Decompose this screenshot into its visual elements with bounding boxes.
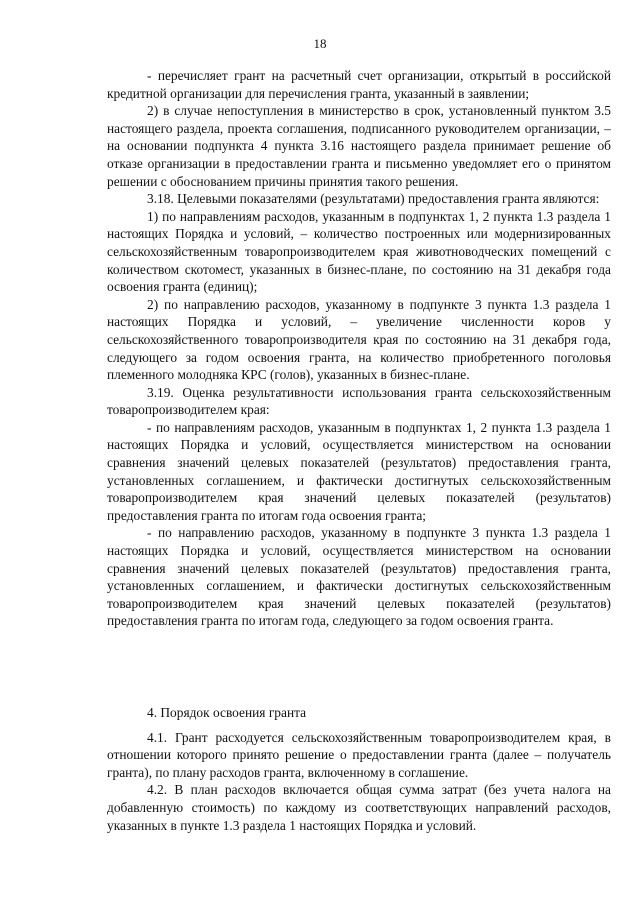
paragraph: 2) по направлению расходов, указанному в подпункте 3 пункта 1.3 раздела 1 настоящих Порядка и условий, – увеличение численности коров у сельскохозяйственного товаропроизводителя края по состоянию на 31 декабря года, следующего за годом освоения гранта, на количество приобретенного поголовья племенного молодняка КРС (голов), указанных в бизнес-плане. xyxy=(107,296,611,383)
paragraph: - по направлению расходов, указанному в подпункте 3 пункта 1.3 раздела 1 настоящих Порядка и условий, осуществляется министерством на основании сравнения значений целевых показателей (результатов) предоставления гранта, установленных соглашением, и фактически достигнутых сельскохозяйственным товаропроизводителем края значений целевых показателей (результатов) предоставления гранта по итогам года, следующего за годом освоения гранта. xyxy=(107,525,611,629)
paragraph: 3.19. Оценка результативности использования гранта сельскохозяйственным товаропроизводителем края: xyxy=(107,384,611,418)
paragraph: 4.1. Грант расходуется сельскохозяйственным товаропроизводителем края, в отношении которого принято решение о предоставлении гранта (далее – получатель гранта), по плану расходов гранта, включенному в соглашение. xyxy=(107,729,611,780)
section-4 xyxy=(107,704,611,834)
paragraph: 3.18. Целевыми показателями (результатами) предоставления гранта являются: xyxy=(147,191,600,207)
section-heading: 4. Порядок освоения гранта xyxy=(147,705,307,720)
paragraph: 1) по направлениям расходов, указанным в подпунктах 1, 2 пункта 1.3 раздела 1 настоящих Порядка и условий, – количество построенных или модернизированных сельскохозяйственным товаропроизводителем края животноводческих помещений с количеством скотомест, указанных в бизнес-плане, по состоянию на 31 декабря года освоения гранта (единиц); xyxy=(107,208,611,295)
page-number: 18 xyxy=(313,36,327,51)
document-body xyxy=(107,67,611,630)
paragraph: - по направлениям расходов, указанным в подпунктах 1, 2 пункта 1.3 раздела 1 настоящих Порядка и условий, осуществляется министерством на основании сравнения значений целевых показателей (результатов) предоставления гранта, установленных соглашением, и фактически достигнутых сельскохозяйственным товаропроизводителем края значений целевых показателей (результатов) предоставления гранта по итогам года освоения гранта; xyxy=(107,419,611,523)
paragraph: 2) в случае непоступления в министерство в срок, установленный пунктом 3.5 настоящего раздела, проекта соглашения, подписанного руководителем организации, – на основании подпункта 4 пункта 3.16 настоящего раздела принимает решение об отказе организации в предоставлении гранта и письменно уведомляет его о принятом решении с обоснованием причины принятия такого решения. xyxy=(107,103,611,189)
paragraph: - перечисляет грант на расчетный счет организации, открытый в российской кредитной организации для перечисления гранта, указанный в заявлении; xyxy=(107,68,611,101)
paragraph: 4.2. В план расходов включается общая сумма затрат (без учета налога на добавленную стоимость) по каждому из соответствующих направлений расходов, указанных в пункте 1.3 раздела 1 настоящих Порядка и условий. xyxy=(107,782,611,833)
